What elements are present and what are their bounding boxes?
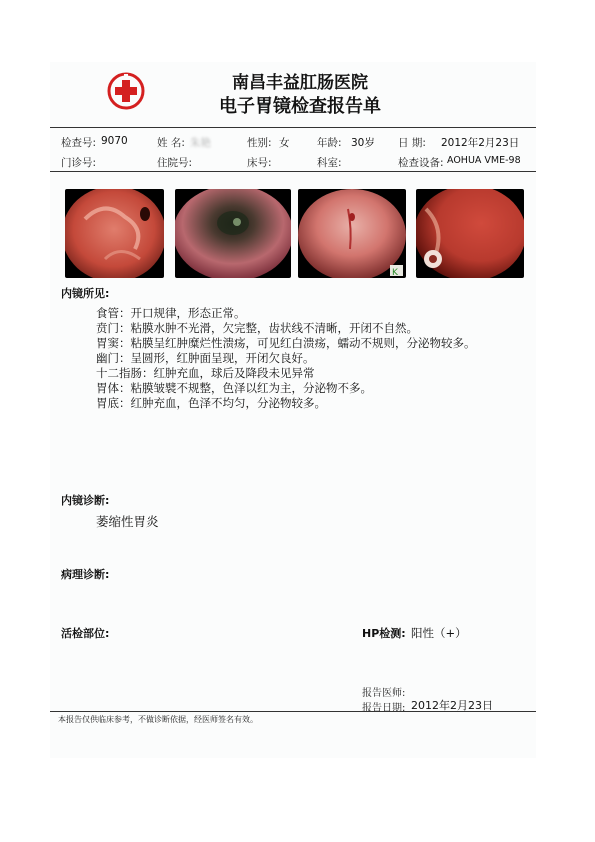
sex-value: 女 bbox=[279, 137, 290, 149]
date-value: 2012年2月23日 bbox=[441, 137, 520, 149]
image-watermark: K bbox=[392, 268, 398, 278]
diagnosis-heading: 内镜诊断: bbox=[61, 494, 110, 507]
device-value: AOHUA VME-98 bbox=[447, 155, 521, 166]
pathology-heading: 病理诊断: bbox=[61, 568, 110, 581]
date-label: 日 期: bbox=[398, 137, 426, 149]
footer-divider bbox=[50, 711, 536, 712]
finding-pylorus: 幽门：呈圆形，红肿面呈现，开闭欠良好。 bbox=[96, 351, 315, 365]
endoscopy-image-2 bbox=[175, 189, 291, 278]
findings-heading: 内镜所见: bbox=[61, 287, 110, 300]
finding-antrum: 胃窦：粘膜呈红肿糜烂性溃疡，可见红白溃疡，蠕动不规则，分泌物较多。 bbox=[96, 336, 476, 350]
endoscopy-image-3 bbox=[298, 189, 406, 278]
endoscopy-image-1 bbox=[65, 189, 164, 278]
biopsy-site-heading: 活检部位: bbox=[61, 627, 110, 640]
department-label: 科室: bbox=[317, 157, 342, 169]
exam-no-value: 9070 bbox=[101, 135, 128, 147]
age-label: 年龄: bbox=[317, 137, 342, 149]
hospital-name: 南昌丰益肛肠医院 bbox=[232, 73, 368, 93]
exam-no-label: 检查号: bbox=[61, 137, 97, 149]
header-divider bbox=[50, 127, 536, 128]
hp-test-heading: HP检测: bbox=[362, 627, 406, 640]
inpatient-no-label: 住院号: bbox=[157, 157, 193, 169]
report-date-value: 2012年2月23日 bbox=[411, 699, 493, 712]
outpatient-no-label: 门诊号: bbox=[61, 157, 97, 169]
patient-name-blurred: 朱艳 bbox=[190, 137, 211, 149]
device-label: 检查设备: bbox=[398, 157, 444, 169]
finding-cardia: 贲门：粘膜水肿不光滑，欠完整，齿状线不清晰，开闭不自然。 bbox=[96, 321, 418, 335]
hp-test-result: 阳性（+） bbox=[411, 626, 467, 640]
diagnosis-value: 萎缩性胃炎 bbox=[96, 514, 159, 529]
finding-gastric-body: 胃体：粘膜皱襞不规整，色泽以红为主，分泌物不多。 bbox=[96, 381, 372, 395]
sex-label: 性别: bbox=[247, 137, 272, 149]
finding-fundus: 胃底：红肿充血，色泽不均匀，分泌物较多。 bbox=[96, 396, 326, 410]
finding-duodenum: 十二指肠：红肿充血，球后及降段未见异常 bbox=[96, 366, 315, 380]
endoscopy-image-4 bbox=[416, 189, 524, 278]
finding-esophagus: 食管：开口规律，形态正常。 bbox=[96, 306, 246, 320]
name-label: 姓 名: bbox=[157, 137, 185, 149]
report-date-label: 报告日期: bbox=[362, 703, 406, 714]
disclaimer-note: 本报告仅供临床参考，不做诊断依据，经医师签名有效。 bbox=[58, 715, 258, 724]
red-cross-logo-icon bbox=[107, 72, 145, 110]
age-value: 30岁 bbox=[351, 137, 375, 149]
bed-no-label: 床号: bbox=[247, 157, 272, 169]
report-doctor-label: 报告医师: bbox=[362, 688, 406, 699]
info-divider bbox=[50, 171, 536, 172]
report-title: 电子胃镜检查报告单 bbox=[219, 96, 381, 117]
